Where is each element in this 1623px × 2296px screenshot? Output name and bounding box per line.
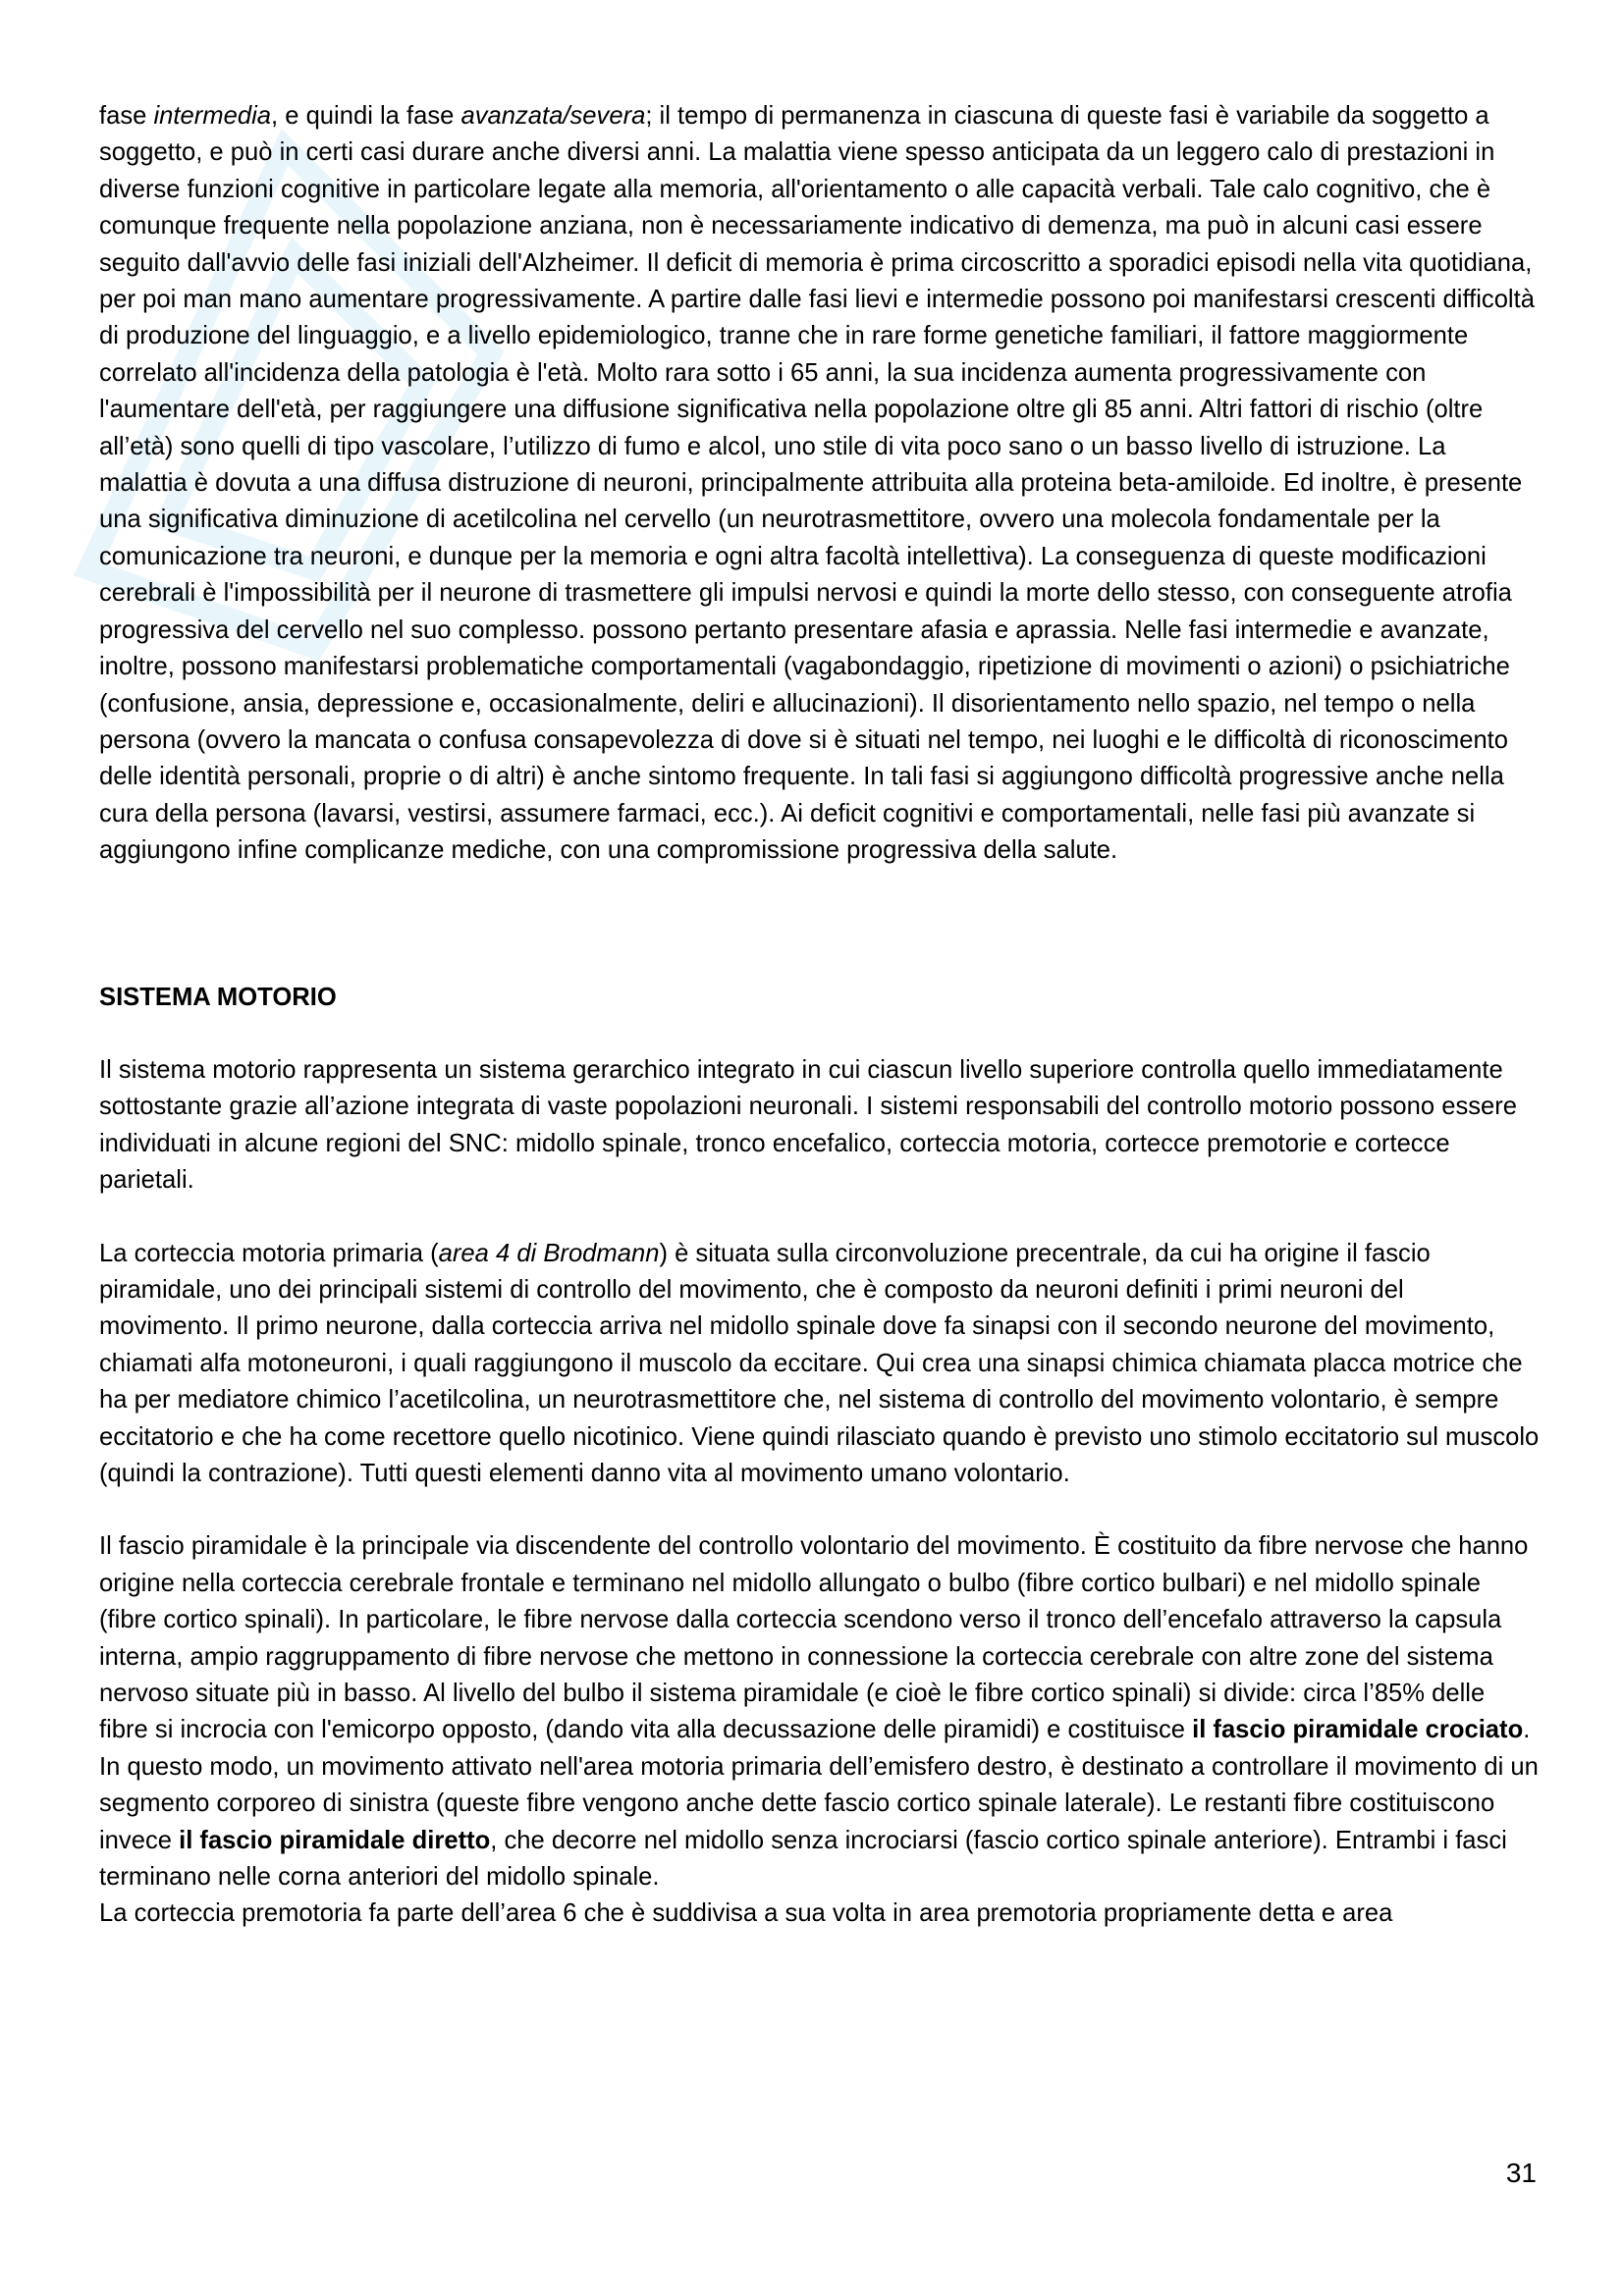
page-number: 31 bbox=[1505, 2158, 1537, 2188]
paragraph-alzheimer-phases: fase intermedia, e quindi la fase avanzata/severa; il tempo di permanenza in ciascuna di queste fasi è variabile da soggetto a soggetto, e può in certi casi durare anche diversi anni. La malattia viene spesso anticipata da un leggero calo di prestazioni in diverse funzioni cognitive in particolare legate alla memoria, all'orientamento o alle capacità verbali. Tale calo cognitivo, che è comunque frequente nella popolazione anziana, non è necessariamente indicativo di demenza, ma può in alcuni casi essere seguito dall'avvio delle fasi iniziali dell'Alzheimer. Il deficit di memoria è prima circoscritto a sporadici episodi nella vita quotidiana, per poi man mano aumentare progressivamente. A partire dalle fasi lievi e intermedie possono poi manifestarsi crescenti difficoltà di produzione del linguaggio, e a livello epidemiologico, tranne che in rare forme genetiche familiari, il fattore maggiormente correlato all'incidenza della patologia è l'età. Molto rara sotto i 65 anni, la sua incidenza aumenta progressivamente con l'aumentare dell'età, per raggiungere una diffusione significativa nella popolazione oltre gli 85 anni. Altri fattori di rischio (oltre all’età) sono quelli di tipo vascolare, l’utilizzo di fumo e alcol, uno stile di vita poco sano o un basso livello di istruzione. La malattia è dovuta a una diffusa distruzione di neuroni, principalmente attribuita alla proteina beta-amiloide. Ed inoltre, è presente una significativa diminuzione di acetilcolina nel cervello (un neurotrasmettitore, ovvero una molecola fondamentale per la comunicazione tra neuroni, e dunque per la memoria e ogni altra facoltà intellettiva). La conseguenza di queste modificazioni cerebrali è l'impossibilità per il neurone di trasmettere gli impulsi nervosi e quindi la morte dello stesso, con conseguente atrofia progressiva del cervello nel suo complesso. possono pertanto presentare afasia e aprassia. Nelle fasi intermedie e avanzate, inoltre, possono manifestarsi problematiche comportamentali (vagabondaggio, ripetizione di movimenti o azioni) o psichiatriche (confusione, ansia, depressione e, occasionalmente, deliri e allucinazioni). Il disorientamento nello spazio, nel tempo o nella persona (ovvero la mancata o confusa consapevolezza di dove si è situati nel tempo, nei luoghi e le difficoltà di riconoscimento delle identità personali, proprie o di altri) è anche sintomo frequente. In tali fasi si aggiungono difficoltà progressive anche nella cura della persona (lavarsi, vestirsi, assumere farmaci, ecc.). Ai deficit cognitivi e comportamentali, nelle fasi più avanzate si aggiungono infine complicanze mediche, con una compromissione progressiva della salute. bbox=[99, 102, 1535, 865]
page-body bbox=[99, 98, 1541, 1933]
paragraph-pyramidal-tract: Il fascio piramidale è la principale via discendente del controllo volontario del movimento. È costituito da fibre nervose che hanno origine nella corteccia cerebrale frontale e terminano nel midollo allungato o bulbo (fibre cortico bulbari) e nel midollo spinale (fibre cortico spinali). In particolare, le fibre nervose dalla corteccia scendono verso il tronco dell’encefalo attraverso la capsula interna, ampio raggruppamento di fibre nervose che mettono in connessione la corteccia cerebrale con altre zone del sistema nervoso situate più in basso. Al livello del bulbo il sistema piramidale (e cioè le fibre cortico spinali) si divide: circa l’85% delle fibre si incrocia con l'emicorpo opposto, (dando vita alla decussazione delle piramidi) e costituisce il fascio piramidale crociato. In questo modo, un movimento attivato nell'area motoria primaria dell’emisfero destro, è destinato a controllare il movimento di un segmento corporeo di sinistra (queste fibre vengono anche dette fascio cortico spinale laterale). Le restanti fibre costituiscono invece il fascio piramidale diretto, che decorre nel midollo senza incrociarsi (fascio cortico spinale anteriore). Entrambi i fasci terminano nelle corna anteriori del midollo spinale. bbox=[99, 1532, 1539, 1892]
paragraph-premotor-cortex: La corteccia premotoria fa parte dell’area 6 che è suddivisa a sua volta in area premotoria propriamente detta e area bbox=[99, 1899, 1393, 1928]
section-heading: SISTEMA MOTORIO bbox=[99, 983, 337, 1011]
paragraph-motor-system: Il sistema motorio rappresenta un sistema gerarchico integrato in cui ciascun livello superiore controlla quello immediatamente sottostante grazie all’azione integrata di vaste popolazioni neuronali. I sistemi responsabili del controllo motorio possono essere individuati in alcune regioni del SNC: midollo spinale, tronco encefalico, corteccia motoria, cortecce premotorie e cortecce parietali. bbox=[99, 1055, 1518, 1195]
paragraph-primary-motor-cortex: La corteccia motoria primaria (area 4 di Brodmann) è situata sulla circonvoluzione precentrale, da cui ha origine il fascio piramidale, uno dei principali sistemi di controllo del movimento, che è composto da neuroni definiti i primi neuroni del movimento. Il primo neurone, dalla corteccia arriva nel midollo spinale dove fa sinapsi con il secondo neurone del movimento, chiamati alfa motoneuroni, i quali raggiungono il muscolo da eccitare. Qui crea una sinapsi chimica chiamata placca motrice che ha per mediatore chimico l’acetilcolina, un neurotrasmettitore che, nel sistema di controllo del movimento volontario, è sempre eccitatorio e che ha come recettore quello nicotinico. Viene quindi rilasciato quando è previsto uno stimolo eccitatorio sul muscolo (quindi la contrazione). Tutti questi elementi danno vita al movimento umano volontario. bbox=[99, 1239, 1540, 1487]
